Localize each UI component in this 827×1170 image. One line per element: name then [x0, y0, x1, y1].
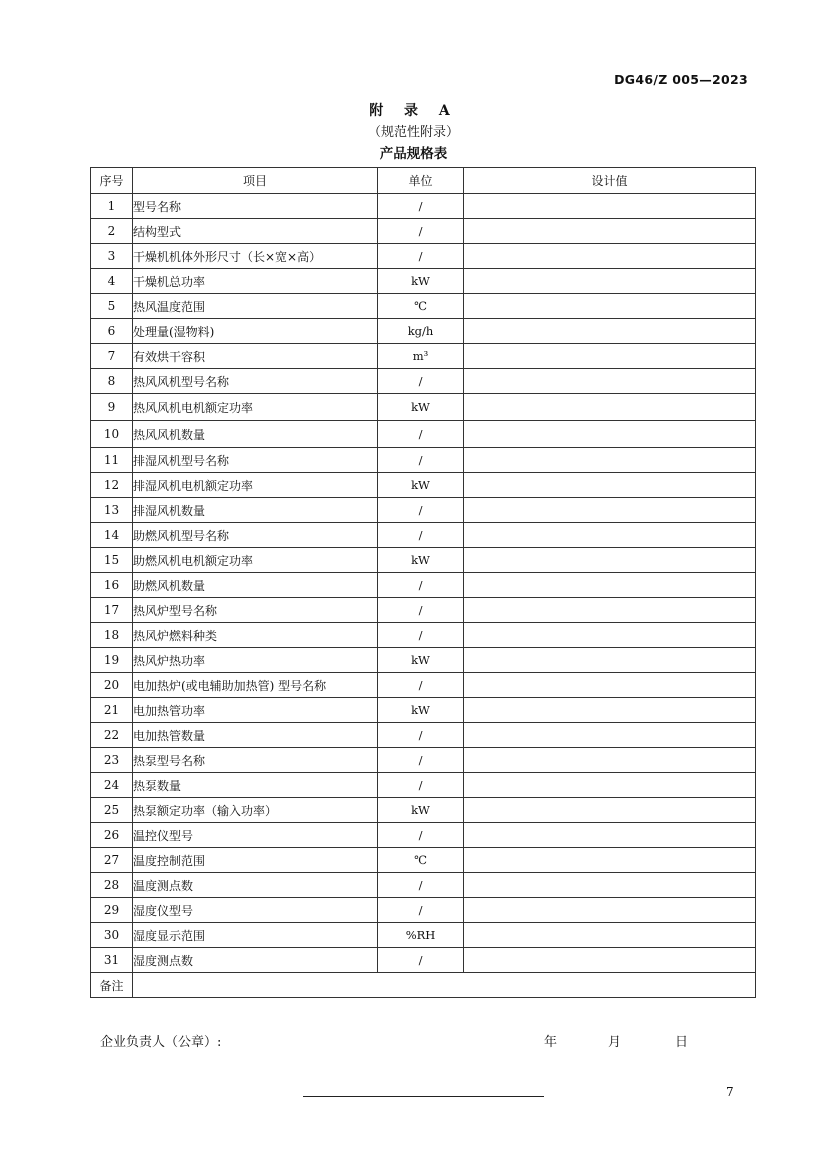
row-unit: ℃: [378, 848, 464, 873]
row-item: 助燃风机数量: [133, 573, 378, 598]
row-number: 18: [91, 623, 133, 648]
row-number: 9: [91, 394, 133, 421]
row-item: 处理量(湿物料): [133, 319, 378, 344]
row-unit: /: [378, 748, 464, 773]
table-row: [91, 798, 756, 823]
row-unit: /: [378, 948, 464, 973]
row-design-value: [464, 748, 756, 773]
remark-value: [133, 973, 756, 998]
row-item: 热风风机数量: [133, 421, 378, 448]
row-number: 25: [91, 798, 133, 823]
table-row: [91, 244, 756, 269]
row-design-value: [464, 898, 756, 923]
header-item: 项目: [133, 168, 378, 194]
row-unit: ℃: [378, 294, 464, 319]
table-row: [91, 848, 756, 873]
row-number: 2: [91, 219, 133, 244]
row-unit: kW: [378, 269, 464, 294]
signature-label: 企业负责人（公章）:: [100, 1035, 222, 1050]
row-number: 29: [91, 898, 133, 923]
row-number: 17: [91, 598, 133, 623]
row-item: 温度控制范围: [133, 848, 378, 873]
row-unit: /: [378, 194, 464, 219]
table-row: [91, 923, 756, 948]
table-row: [91, 294, 756, 319]
table-title: 产品规格表: [379, 146, 448, 162]
table-row: [91, 823, 756, 848]
table-row: [91, 773, 756, 798]
row-number: 19: [91, 648, 133, 673]
row-item: 热风风机型号名称: [133, 369, 378, 394]
row-design-value: [464, 773, 756, 798]
row-number: 12: [91, 473, 133, 498]
row-item: 热风炉燃料种类: [133, 623, 378, 648]
row-item: 助燃风机电机额定功率: [133, 548, 378, 573]
row-number: 16: [91, 573, 133, 598]
remark-label: 备注: [91, 973, 133, 998]
row-item: 湿度仪型号: [133, 898, 378, 923]
row-number: 1: [91, 194, 133, 219]
row-number: 30: [91, 923, 133, 948]
row-unit: /: [378, 219, 464, 244]
row-unit: /: [378, 448, 464, 473]
row-design-value: [464, 523, 756, 548]
row-unit: /: [378, 573, 464, 598]
row-design-value: [464, 573, 756, 598]
row-unit: /: [378, 873, 464, 898]
row-item: 助燃风机型号名称: [133, 523, 378, 548]
row-unit: /: [378, 369, 464, 394]
row-unit: kW: [378, 798, 464, 823]
row-number: 23: [91, 748, 133, 773]
row-design-value: [464, 421, 756, 448]
row-design-value: [464, 219, 756, 244]
row-number: 7: [91, 344, 133, 369]
standard-number: DG46/Z 005—2023: [614, 72, 748, 87]
appendix-title: 附 录 A: [369, 103, 458, 119]
title-block: [0, 100, 827, 165]
row-item: 热泵额定功率（输入功率）: [133, 798, 378, 823]
row-item: 干燥机机体外形尺寸（长×宽×高）: [133, 244, 378, 269]
table-row: [91, 623, 756, 648]
row-design-value: [464, 723, 756, 748]
table-row: [91, 473, 756, 498]
page-number: 7: [726, 1085, 734, 1099]
table-row: [91, 344, 756, 369]
table-row: [91, 898, 756, 923]
row-number: 20: [91, 673, 133, 698]
row-design-value: [464, 623, 756, 648]
table-row: [91, 394, 756, 421]
row-unit: /: [378, 898, 464, 923]
header-unit: 单位: [378, 168, 464, 194]
row-design-value: [464, 548, 756, 573]
table-row: [91, 648, 756, 673]
row-item: 电加热炉(或电辅助加热管) 型号名称: [133, 673, 378, 698]
row-design-value: [464, 448, 756, 473]
table-row: [91, 219, 756, 244]
row-number: 8: [91, 369, 133, 394]
table-row: [91, 194, 756, 219]
row-item: 温度测点数: [133, 873, 378, 898]
row-design-value: [464, 648, 756, 673]
row-number: 11: [91, 448, 133, 473]
row-unit: /: [378, 623, 464, 648]
table-row: [91, 369, 756, 394]
row-design-value: [464, 948, 756, 973]
row-unit: kW: [378, 698, 464, 723]
row-item: 湿度显示范围: [133, 923, 378, 948]
table-row: [91, 421, 756, 448]
row-design-value: [464, 698, 756, 723]
row-item: 热泵型号名称: [133, 748, 378, 773]
row-unit: /: [378, 421, 464, 448]
row-number: 21: [91, 698, 133, 723]
row-design-value: [464, 598, 756, 623]
day-label: 日: [675, 1035, 689, 1050]
footer-rule: [303, 1096, 544, 1097]
row-design-value: [464, 344, 756, 369]
row-number: 28: [91, 873, 133, 898]
row-number: 27: [91, 848, 133, 873]
row-item: 热风风机电机额定功率: [133, 394, 378, 421]
row-number: 31: [91, 948, 133, 973]
row-design-value: [464, 269, 756, 294]
row-item: 湿度测点数: [133, 948, 378, 973]
row-unit: kW: [378, 548, 464, 573]
row-design-value: [464, 319, 756, 344]
row-unit: kW: [378, 473, 464, 498]
row-item: 排湿风机型号名称: [133, 448, 378, 473]
row-number: 24: [91, 773, 133, 798]
row-design-value: [464, 798, 756, 823]
row-number: 6: [91, 319, 133, 344]
row-design-value: [464, 394, 756, 421]
table-row: [91, 498, 756, 523]
row-unit: /: [378, 723, 464, 748]
row-item: 有效烘干容积: [133, 344, 378, 369]
row-number: 4: [91, 269, 133, 294]
row-item: 热风温度范围: [133, 294, 378, 319]
row-item: 温控仪型号: [133, 823, 378, 848]
row-item: 电加热管功率: [133, 698, 378, 723]
product-spec-table: [90, 167, 756, 998]
row-number: 3: [91, 244, 133, 269]
row-unit: m³: [378, 344, 464, 369]
row-number: 26: [91, 823, 133, 848]
row-design-value: [464, 873, 756, 898]
row-design-value: [464, 369, 756, 394]
row-item: 电加热管数量: [133, 723, 378, 748]
row-item: 热泵数量: [133, 773, 378, 798]
month-label: 月: [608, 1035, 622, 1050]
row-unit: /: [378, 244, 464, 269]
row-item: 热风炉热功率: [133, 648, 378, 673]
row-number: 13: [91, 498, 133, 523]
table-header-row: [91, 168, 756, 194]
table-row: [91, 598, 756, 623]
remark-row: [91, 973, 756, 998]
row-unit: kW: [378, 394, 464, 421]
row-number: 10: [91, 421, 133, 448]
date-fields: [544, 1031, 688, 1050]
table-row: [91, 319, 756, 344]
row-unit: /: [378, 773, 464, 798]
row-item: 排湿风机数量: [133, 498, 378, 523]
row-item: 结构型式: [133, 219, 378, 244]
table-row: [91, 448, 756, 473]
row-number: 15: [91, 548, 133, 573]
row-design-value: [464, 498, 756, 523]
row-design-value: [464, 848, 756, 873]
table-row: [91, 523, 756, 548]
row-number: 5: [91, 294, 133, 319]
appendix-nature: （规范性附录）: [367, 125, 459, 140]
row-design-value: [464, 673, 756, 698]
row-unit: kg/h: [378, 319, 464, 344]
row-unit: kW: [378, 648, 464, 673]
row-number: 22: [91, 723, 133, 748]
header-design-value: 设计值: [464, 168, 756, 194]
row-design-value: [464, 294, 756, 319]
row-design-value: [464, 194, 756, 219]
row-unit: /: [378, 598, 464, 623]
row-item: 型号名称: [133, 194, 378, 219]
row-unit: /: [378, 498, 464, 523]
table-row: [91, 748, 756, 773]
table-row: [91, 723, 756, 748]
row-unit: %RH: [378, 923, 464, 948]
row-item: 热风炉型号名称: [133, 598, 378, 623]
row-design-value: [464, 473, 756, 498]
table-row: [91, 873, 756, 898]
row-unit: /: [378, 673, 464, 698]
row-unit: /: [378, 523, 464, 548]
row-design-value: [464, 923, 756, 948]
row-item: 干燥机总功率: [133, 269, 378, 294]
table-row: [91, 673, 756, 698]
row-item: 排湿风机电机额定功率: [133, 473, 378, 498]
row-number: 14: [91, 523, 133, 548]
table-row: [91, 948, 756, 973]
table-row: [91, 269, 756, 294]
row-design-value: [464, 244, 756, 269]
year-label: 年: [544, 1035, 558, 1050]
row-unit: /: [378, 823, 464, 848]
table-body: [91, 194, 756, 973]
table-row: [91, 548, 756, 573]
table-row: [91, 698, 756, 723]
header-no: 序号: [91, 168, 133, 194]
row-design-value: [464, 823, 756, 848]
table-row: [91, 573, 756, 598]
